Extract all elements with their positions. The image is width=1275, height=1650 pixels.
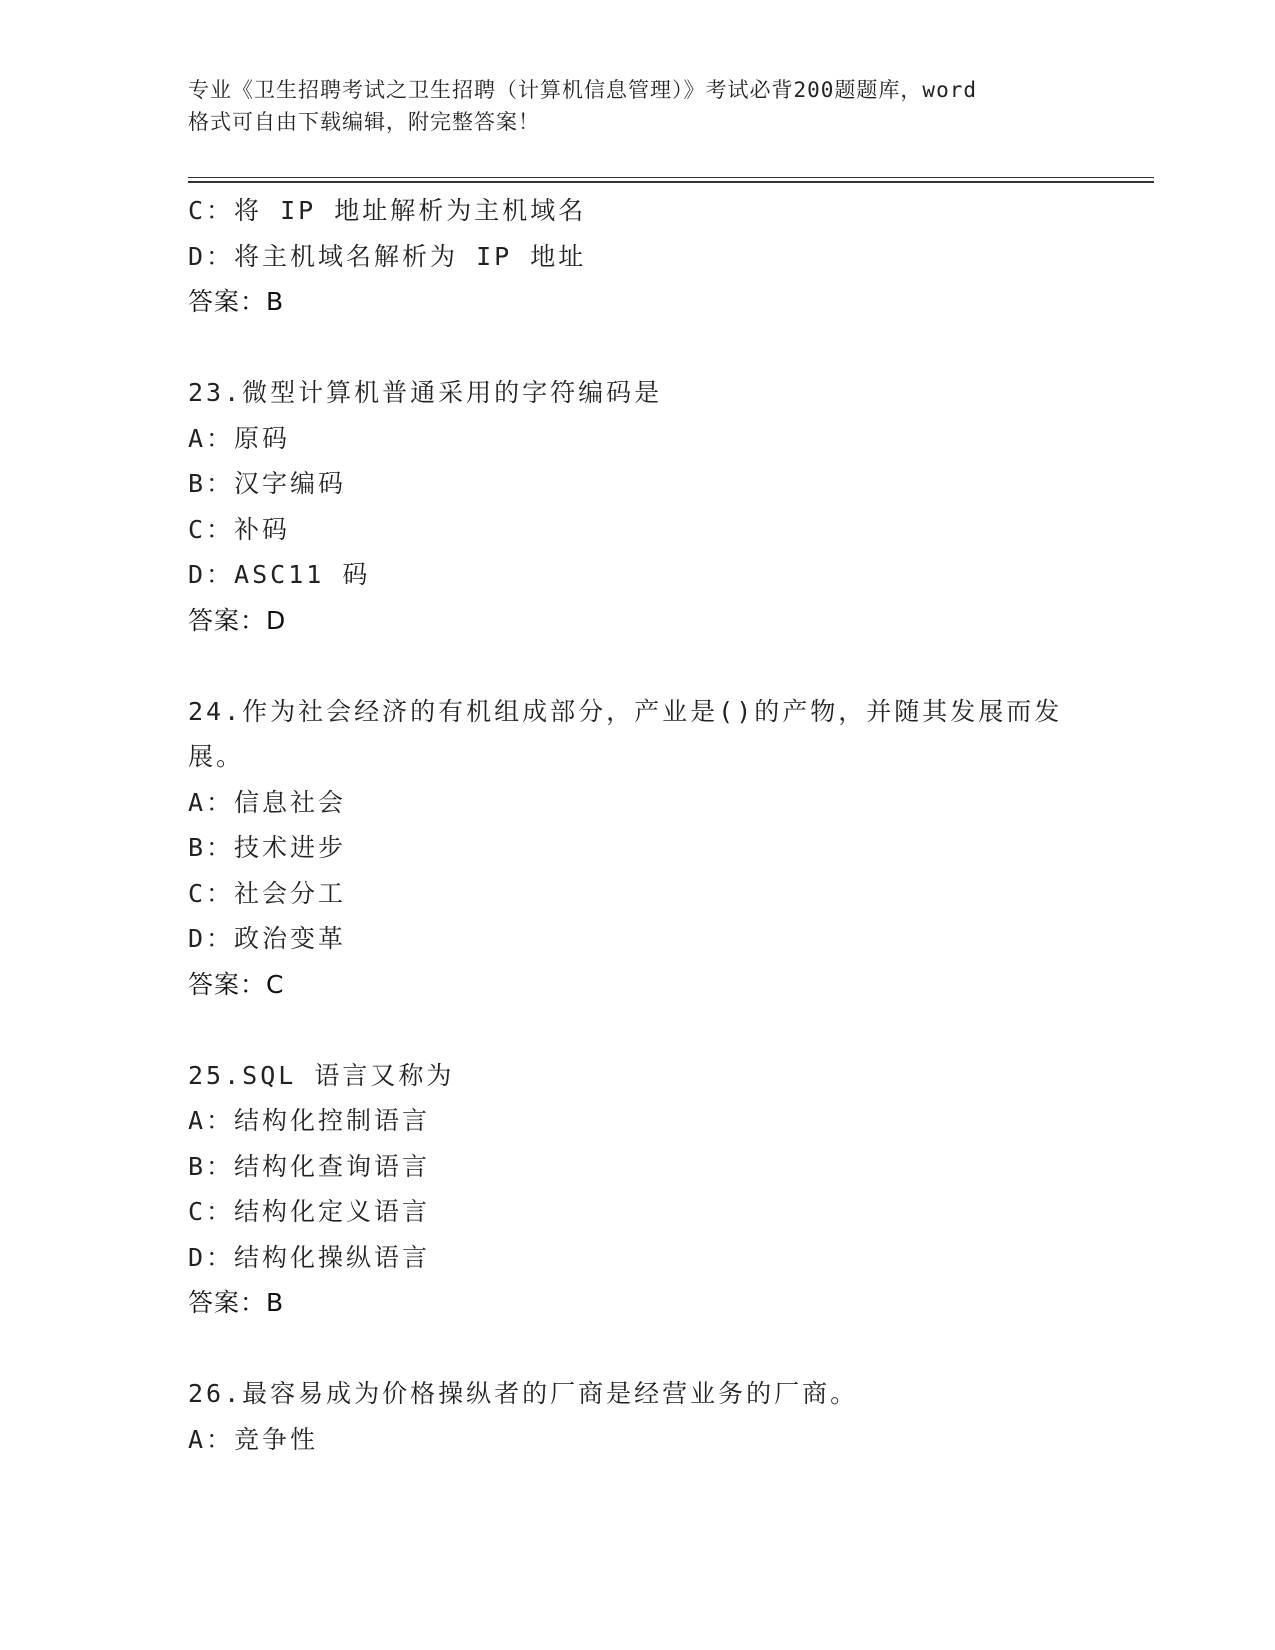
spacer xyxy=(188,1007,1088,1053)
option-a: A：竞争性 xyxy=(188,1424,319,1454)
option-c: C：社会分工 xyxy=(188,878,347,908)
option-b: B：汉字编码 xyxy=(188,469,347,498)
option-a: A：信息社会 xyxy=(188,787,347,817)
option-b: B：技术进步 xyxy=(188,833,347,862)
document-header xyxy=(188,74,1088,138)
option-c: C：将 IP 地址解析为主机域名 xyxy=(188,196,587,225)
option-d: D：ASC11 码 xyxy=(188,560,371,589)
header-title-line-2: 格式可自由下载编辑，附完整答案！ xyxy=(188,110,540,134)
answer-label: 答案：C xyxy=(188,969,285,999)
question-text: 25.SQL 语言又称为 xyxy=(188,1060,455,1090)
header-divider-thin xyxy=(188,177,1154,178)
option-c: C：补码 xyxy=(188,514,291,544)
question-text-line-2: 展。 xyxy=(188,742,245,771)
option-b: B：结构化查询语言 xyxy=(188,1151,431,1181)
option-c: C：结构化定义语言 xyxy=(188,1197,431,1226)
spacer xyxy=(188,325,1088,371)
option-a: A：结构化控制语言 xyxy=(188,1106,431,1135)
header-title-line-1: 专业《卫生招聘考试之卫生招聘（计算机信息管理）》考试必背200题题库，word xyxy=(188,78,977,102)
header-divider-thick xyxy=(188,181,1154,183)
question-text: 23.微型计算机普通采用的字符编码是 xyxy=(188,378,663,407)
answer-label: 答案：B xyxy=(188,1288,285,1317)
question-text-line-1: 24.作为社会经济的有机组成部分，产业是()的产物，并随其发展而发 xyxy=(188,696,1063,726)
spacer xyxy=(188,1326,1088,1372)
answer-label: 答案：D xyxy=(188,605,287,635)
question-list xyxy=(188,188,1088,1462)
option-d: D：将主机域名解析为 IP 地址 xyxy=(188,241,587,271)
question-text: 26.最容易成为价格操纵者的厂商是经营业务的厂商。 xyxy=(188,1379,859,1408)
spacer xyxy=(188,643,1088,689)
option-d: D：政治变革 xyxy=(188,924,347,953)
answer-label: 答案：B xyxy=(188,287,285,316)
option-a: A：原码 xyxy=(188,423,291,453)
option-d: D：结构化操纵语言 xyxy=(188,1242,431,1272)
